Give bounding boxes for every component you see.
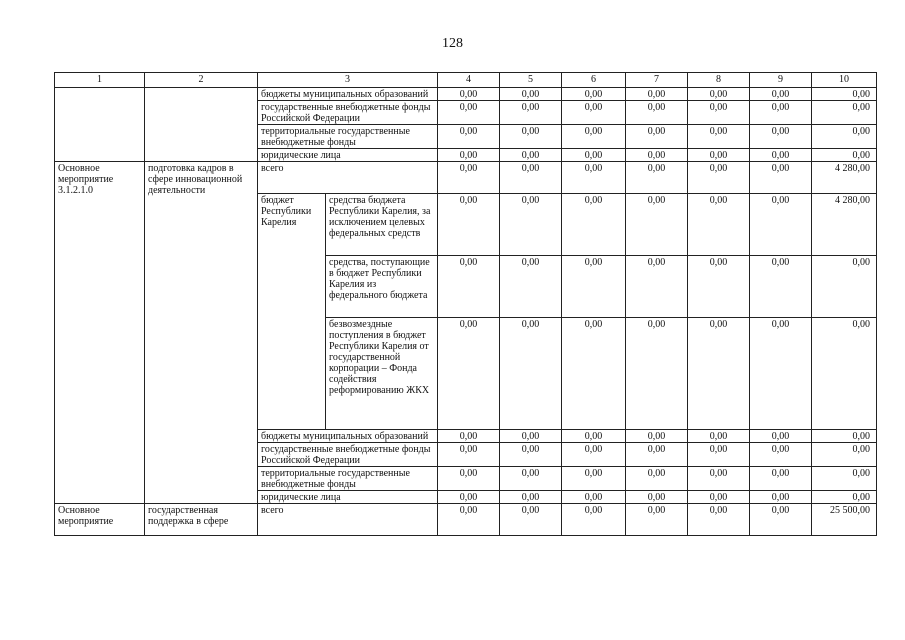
- value-cell: 0,00: [750, 149, 812, 162]
- value-cell: 0,00: [812, 318, 877, 430]
- value-cell: 0,00: [626, 443, 688, 467]
- value-cell: 0,00: [688, 467, 750, 491]
- value-cell: 0,00: [562, 194, 626, 256]
- source-label: юридические лица: [258, 491, 438, 504]
- source-label: безвозмездные поступления в бюджет Республики Карелия от государственной корпорации – Фонда содействия реформированию ЖКХ: [326, 318, 438, 430]
- header-col-1: 1: [55, 73, 145, 88]
- table-row: [55, 504, 877, 536]
- value-cell: 0,00: [688, 504, 750, 536]
- value-cell: 0,00: [438, 318, 500, 430]
- table-row: [55, 88, 877, 101]
- budget-label: бюджет Республики Карелия: [258, 194, 326, 430]
- value-cell: 0,00: [438, 162, 500, 194]
- value-cell: 0,00: [438, 149, 500, 162]
- value-cell: 0,00: [688, 256, 750, 318]
- value-cell: 0,00: [812, 101, 877, 125]
- value-cell: 0,00: [438, 430, 500, 443]
- value-cell: 0,00: [500, 491, 562, 504]
- value-cell: 0,00: [750, 256, 812, 318]
- value-cell: 0,00: [562, 467, 626, 491]
- value-cell: 0,00: [812, 88, 877, 101]
- event-name: Основное мероприятие 3.1.2.1.0: [55, 162, 145, 504]
- source-label: всего: [258, 504, 438, 536]
- value-cell: 0,00: [438, 443, 500, 467]
- header-col-6: 6: [562, 73, 626, 88]
- value-cell: 0,00: [562, 318, 626, 430]
- empty-cell: [55, 88, 145, 162]
- value-cell: 0,00: [500, 430, 562, 443]
- value-cell: 0,00: [562, 88, 626, 101]
- value-cell: 0,00: [562, 149, 626, 162]
- value-cell: 0,00: [438, 101, 500, 125]
- value-cell: 0,00: [750, 125, 812, 149]
- value-cell: 0,00: [688, 125, 750, 149]
- value-cell: 0,00: [688, 318, 750, 430]
- value-cell: 0,00: [750, 88, 812, 101]
- value-cell: 0,00: [626, 256, 688, 318]
- value-cell: 0,00: [688, 194, 750, 256]
- value-cell: 0,00: [688, 491, 750, 504]
- value-cell: 0,00: [438, 491, 500, 504]
- value-cell: 0,00: [500, 467, 562, 491]
- value-cell: 0,00: [626, 125, 688, 149]
- value-cell: 0,00: [626, 88, 688, 101]
- source-label: бюджеты муниципальных образований: [258, 88, 438, 101]
- value-cell: 0,00: [812, 430, 877, 443]
- value-cell: 0,00: [750, 443, 812, 467]
- value-cell: 0,00: [562, 430, 626, 443]
- source-label: государственные внебюджетные фонды Российской Федерации: [258, 443, 438, 467]
- source-label: государственные внебюджетные фонды Российской Федерации: [258, 101, 438, 125]
- value-cell: 0,00: [750, 430, 812, 443]
- value-cell: 0,00: [500, 443, 562, 467]
- value-cell: 0,00: [626, 101, 688, 125]
- value-cell: 0,00: [438, 467, 500, 491]
- value-cell: 0,00: [812, 256, 877, 318]
- header-col-2: 2: [145, 73, 258, 88]
- source-label: всего: [258, 162, 438, 194]
- value-cell: 0,00: [562, 491, 626, 504]
- page-number: 128: [442, 36, 463, 51]
- value-cell: 0,00: [562, 504, 626, 536]
- event-name: Основное мероприятие: [55, 504, 145, 536]
- header-col-5: 5: [500, 73, 562, 88]
- value-cell: 0,00: [626, 162, 688, 194]
- value-cell: 0,00: [812, 467, 877, 491]
- value-cell: 0,00: [500, 101, 562, 125]
- value-cell: 0,00: [626, 467, 688, 491]
- value-cell: 0,00: [688, 162, 750, 194]
- value-cell: 0,00: [500, 88, 562, 101]
- empty-cell: [145, 88, 258, 162]
- value-cell: 0,00: [812, 149, 877, 162]
- value-cell: 0,00: [626, 491, 688, 504]
- value-cell: 4 280,00: [812, 162, 877, 194]
- value-cell: 25 500,00: [812, 504, 877, 536]
- value-cell: 0,00: [750, 318, 812, 430]
- value-cell: 0,00: [438, 504, 500, 536]
- value-cell: 0,00: [688, 443, 750, 467]
- value-cell: 0,00: [500, 194, 562, 256]
- value-cell: 0,00: [500, 149, 562, 162]
- value-cell: 0,00: [438, 125, 500, 149]
- value-cell: 0,00: [688, 88, 750, 101]
- source-label: территориальные государственные внебюджетные фонды: [258, 125, 438, 149]
- value-cell: 0,00: [626, 318, 688, 430]
- header-col-3: 3: [258, 73, 438, 88]
- source-label: юридические лица: [258, 149, 438, 162]
- header-col-7: 7: [626, 73, 688, 88]
- value-cell: 0,00: [438, 194, 500, 256]
- value-cell: 0,00: [500, 256, 562, 318]
- header-col-8: 8: [688, 73, 750, 88]
- value-cell: 0,00: [562, 256, 626, 318]
- value-cell: 0,00: [750, 162, 812, 194]
- source-label: средства бюджета Республики Карелия, за исключением целевых федеральных средств: [326, 194, 438, 256]
- source-label: средства, поступающие в бюджет Республики Карелия из федерального бюджета: [326, 256, 438, 318]
- value-cell: 0,00: [812, 125, 877, 149]
- value-cell: 0,00: [750, 194, 812, 256]
- value-cell: 0,00: [500, 125, 562, 149]
- value-cell: 0,00: [750, 504, 812, 536]
- value-cell: 0,00: [438, 88, 500, 101]
- value-cell: 0,00: [626, 430, 688, 443]
- value-cell: 0,00: [750, 491, 812, 504]
- event-description: подготовка кадров в сфере инновационной деятельности: [145, 162, 258, 504]
- source-label: территориальные государственные внебюджетные фонды: [258, 467, 438, 491]
- value-cell: 0,00: [562, 101, 626, 125]
- value-cell: 0,00: [562, 125, 626, 149]
- value-cell: 0,00: [750, 467, 812, 491]
- value-cell: 0,00: [500, 504, 562, 536]
- header-row: [55, 73, 877, 88]
- value-cell: 0,00: [500, 318, 562, 430]
- header-col-4: 4: [438, 73, 500, 88]
- value-cell: 0,00: [750, 101, 812, 125]
- table-row: [55, 162, 877, 194]
- value-cell: 0,00: [500, 162, 562, 194]
- value-cell: 0,00: [688, 101, 750, 125]
- header-col-10: 10: [812, 73, 877, 88]
- value-cell: 4 280,00: [812, 194, 877, 256]
- financing-table: [54, 72, 877, 536]
- value-cell: 0,00: [562, 443, 626, 467]
- value-cell: 0,00: [562, 162, 626, 194]
- value-cell: 0,00: [626, 149, 688, 162]
- value-cell: 0,00: [688, 430, 750, 443]
- source-label: бюджеты муниципальных образований: [258, 430, 438, 443]
- value-cell: 0,00: [438, 256, 500, 318]
- value-cell: 0,00: [688, 149, 750, 162]
- event-description: государственная поддержка в сфере: [145, 504, 258, 536]
- header-col-9: 9: [750, 73, 812, 88]
- value-cell: 0,00: [626, 504, 688, 536]
- value-cell: 0,00: [812, 491, 877, 504]
- value-cell: 0,00: [626, 194, 688, 256]
- value-cell: 0,00: [812, 443, 877, 467]
